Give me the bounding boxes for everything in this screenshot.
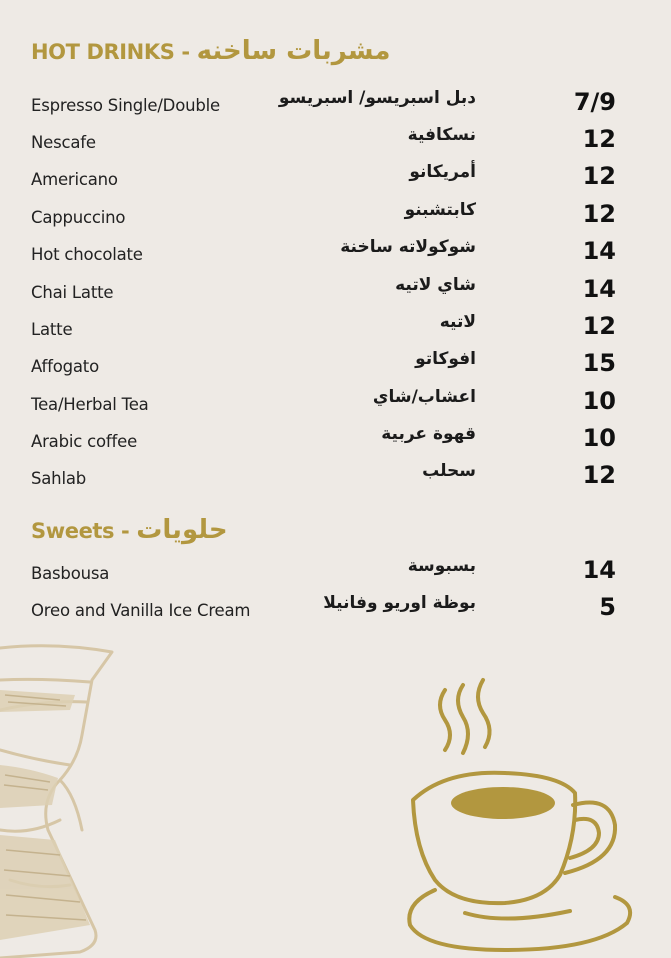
menu-row [0, 556, 671, 586]
item-name-ar: قهوة عربية [381, 424, 476, 444]
item-price: 7/9 [573, 88, 616, 116]
item-price: 14 [582, 275, 616, 303]
menu-row [0, 275, 671, 305]
menu-row [0, 237, 671, 267]
item-name-en: Affogato [31, 357, 99, 376]
item-name-ar: افوكاتو [415, 349, 476, 369]
item-price: 12 [582, 200, 616, 228]
hot-drinks-title-en: HOT DRINKS - [31, 40, 197, 64]
hot-drinks-title [31, 36, 390, 66]
item-price: 12 [582, 125, 616, 153]
item-name-en: Hot chocolate [31, 245, 143, 264]
item-name-en: Chai Latte [31, 283, 114, 302]
item-name-en: Nescafe [31, 133, 96, 152]
menu-row [0, 387, 671, 417]
menu-row [0, 200, 671, 230]
item-name-ar: بسبوسة [407, 556, 476, 576]
item-name-ar: لاتيه [439, 312, 476, 332]
chemex-sketch-icon [0, 640, 140, 958]
item-name-en: Basbousa [31, 564, 110, 583]
item-name-ar: كابتشبنو [404, 200, 476, 220]
item-price: 10 [582, 424, 616, 452]
item-name-en: Oreo and Vanilla Ice Cream [31, 601, 251, 620]
menu-row [0, 162, 671, 192]
item-name-en: Cappuccino [31, 208, 126, 227]
sweets-title-en: Sweets - [31, 519, 137, 543]
item-name-ar: سحلب [422, 461, 476, 481]
menu-row [0, 125, 671, 155]
sweets-title-ar: حلويات [136, 515, 228, 545]
hot-drinks-title-ar: مشربات ساخنه [196, 36, 391, 66]
item-name-en: Espresso Single/Double [31, 96, 220, 115]
menu-row [0, 461, 671, 491]
menu-row [0, 349, 671, 379]
menu-row [0, 593, 671, 623]
item-price: 12 [582, 461, 616, 489]
item-name-ar: بوظة اوريو وفانيلا [323, 593, 476, 613]
item-price: 12 [582, 312, 616, 340]
item-name-ar: اعشاب/شاي [372, 387, 476, 407]
menu-row [0, 312, 671, 342]
item-name-ar: شاي لاتيه [395, 275, 476, 295]
item-name-en: Arabic coffee [31, 432, 138, 451]
item-name-en: Latte [31, 320, 73, 339]
item-price: 5 [599, 593, 616, 621]
item-name-en: Sahlab [31, 469, 87, 488]
menu-row [0, 88, 671, 118]
item-price: 14 [582, 556, 616, 584]
menu-row [0, 424, 671, 454]
item-price: 15 [582, 349, 616, 377]
item-name-ar: أمريكانو [409, 162, 476, 182]
item-name-en: Americano [31, 170, 118, 189]
item-price: 12 [582, 162, 616, 190]
item-name-ar: دبل اسبريسو/ اسبريسو [278, 88, 476, 108]
item-price: 14 [582, 237, 616, 265]
item-price: 10 [582, 387, 616, 415]
item-name-en: Tea/Herbal Tea [31, 395, 149, 414]
item-name-ar: نسكافية [407, 125, 476, 145]
sweets-title [31, 515, 228, 545]
item-name-ar: شوكولاته ساخنة [340, 237, 476, 257]
coffee-cup-icon [405, 675, 635, 958]
